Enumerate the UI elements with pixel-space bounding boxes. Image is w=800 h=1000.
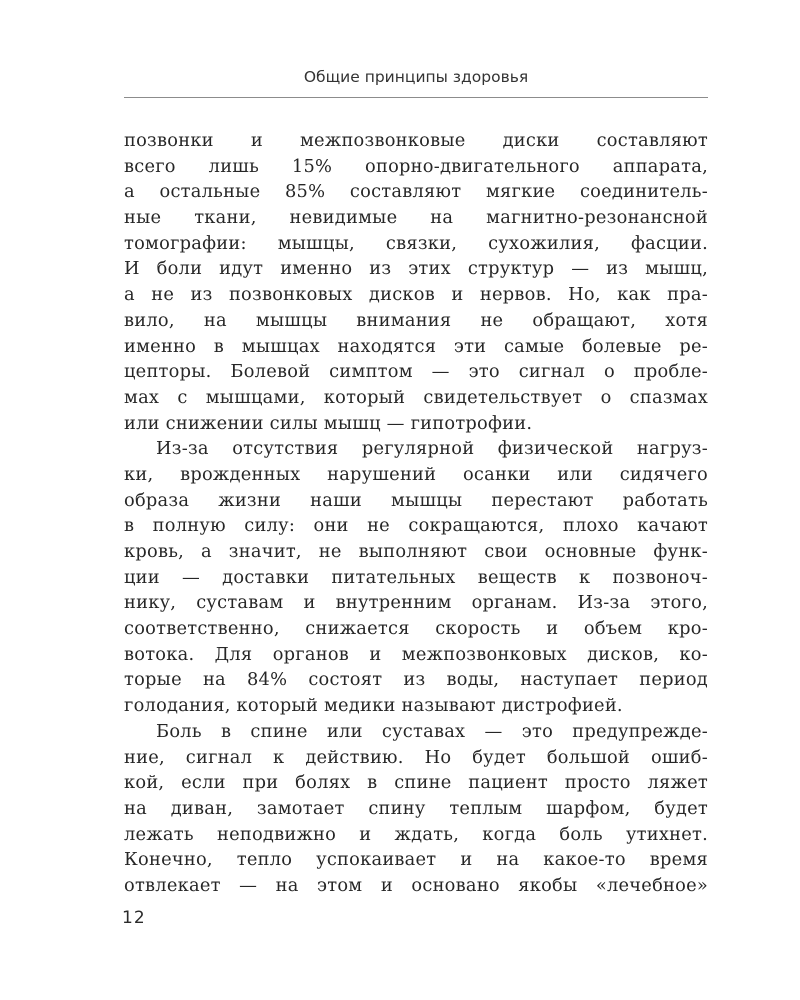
text-line: Боль в спине или суставах — это предупрежде-: [156, 720, 708, 742]
text-line: а не из позвонковых дисков и нервов. Но, как пра-: [124, 284, 708, 306]
text-line: ные ткани, невидимые на магнитно-резонансной: [124, 207, 708, 229]
text-line: вило, на мышцы внимания не обращают, хотя: [124, 309, 708, 331]
header-rule: [124, 97, 708, 98]
text-line: ние, сигнал к действию. Но будет большой ошиб-: [124, 746, 708, 768]
text-line: в полную силу: они не сокращаются, плохо качают: [124, 515, 708, 537]
text-line: на диван, замотает спину теплым шарфом, будет: [124, 797, 708, 819]
page-number: 12: [122, 908, 146, 928]
text-line: вотока. Для органов и межпозвонковых дисков, ко-: [124, 643, 708, 665]
text-line: именно в мышцах находятся эти самые болевые ре-: [124, 335, 708, 357]
text-line: ции — доставки питательных веществ к позвоноч-: [124, 566, 708, 588]
text-line: кровь, а значит, не выполняют свои основные функ-: [124, 541, 708, 562]
text-line: или снижении силы мышц — гипотрофии.: [124, 412, 533, 434]
text-line: Из-за отсутствия регулярной физической нагруз-: [156, 438, 708, 460]
text-line: позвонки и межпозвонковые диски составляют: [124, 130, 708, 151]
text-line: ки, врожденных нарушений осанки или сидячего: [124, 463, 708, 485]
text-line: Конечно, тепло успокаивает и на какое-то время: [124, 849, 708, 871]
text-line: соответственно, снижается скорость и объем кро-: [124, 618, 708, 640]
paragraph: [124, 719, 708, 899]
text-line: кой, если при болях в спине пациент просто ляжет: [124, 772, 708, 794]
text-line: лежать неподвижно и ждать, когда боль утихнет.: [124, 823, 708, 845]
text-line: И боли идут именно из этих структур — из мышц,: [124, 258, 708, 280]
text-line: всего лишь 15% опорно-двигательного аппарата,: [124, 155, 708, 177]
paragraph: [124, 436, 708, 719]
text-line: отвлекает — на этом и основано якобы «лечебное»: [124, 874, 708, 896]
text-line: торые на 84% состоят из воды, наступает период: [124, 669, 708, 691]
paragraph: [124, 128, 708, 436]
text-line: а остальные 85% составляют мягкие соединитель-: [124, 181, 708, 203]
body-text: [124, 128, 708, 899]
text-line: томографии: мышцы, связки, сухожилия, фасции.: [124, 232, 708, 254]
text-line: образа жизни наши мышцы перестают работать: [124, 489, 708, 511]
text-line: голодания, который медики называют дистрофией.: [124, 695, 623, 717]
text-line: нику, суставам и внутренним органам. Из-за этого,: [124, 592, 708, 614]
running-head: Общие принципы здоровья: [303, 68, 529, 86]
text-line: цепторы. Болевой симптом — это сигнал о пробле-: [124, 361, 708, 383]
text-line: мах с мышцами, который свидетельствует о спазмах: [124, 386, 708, 408]
